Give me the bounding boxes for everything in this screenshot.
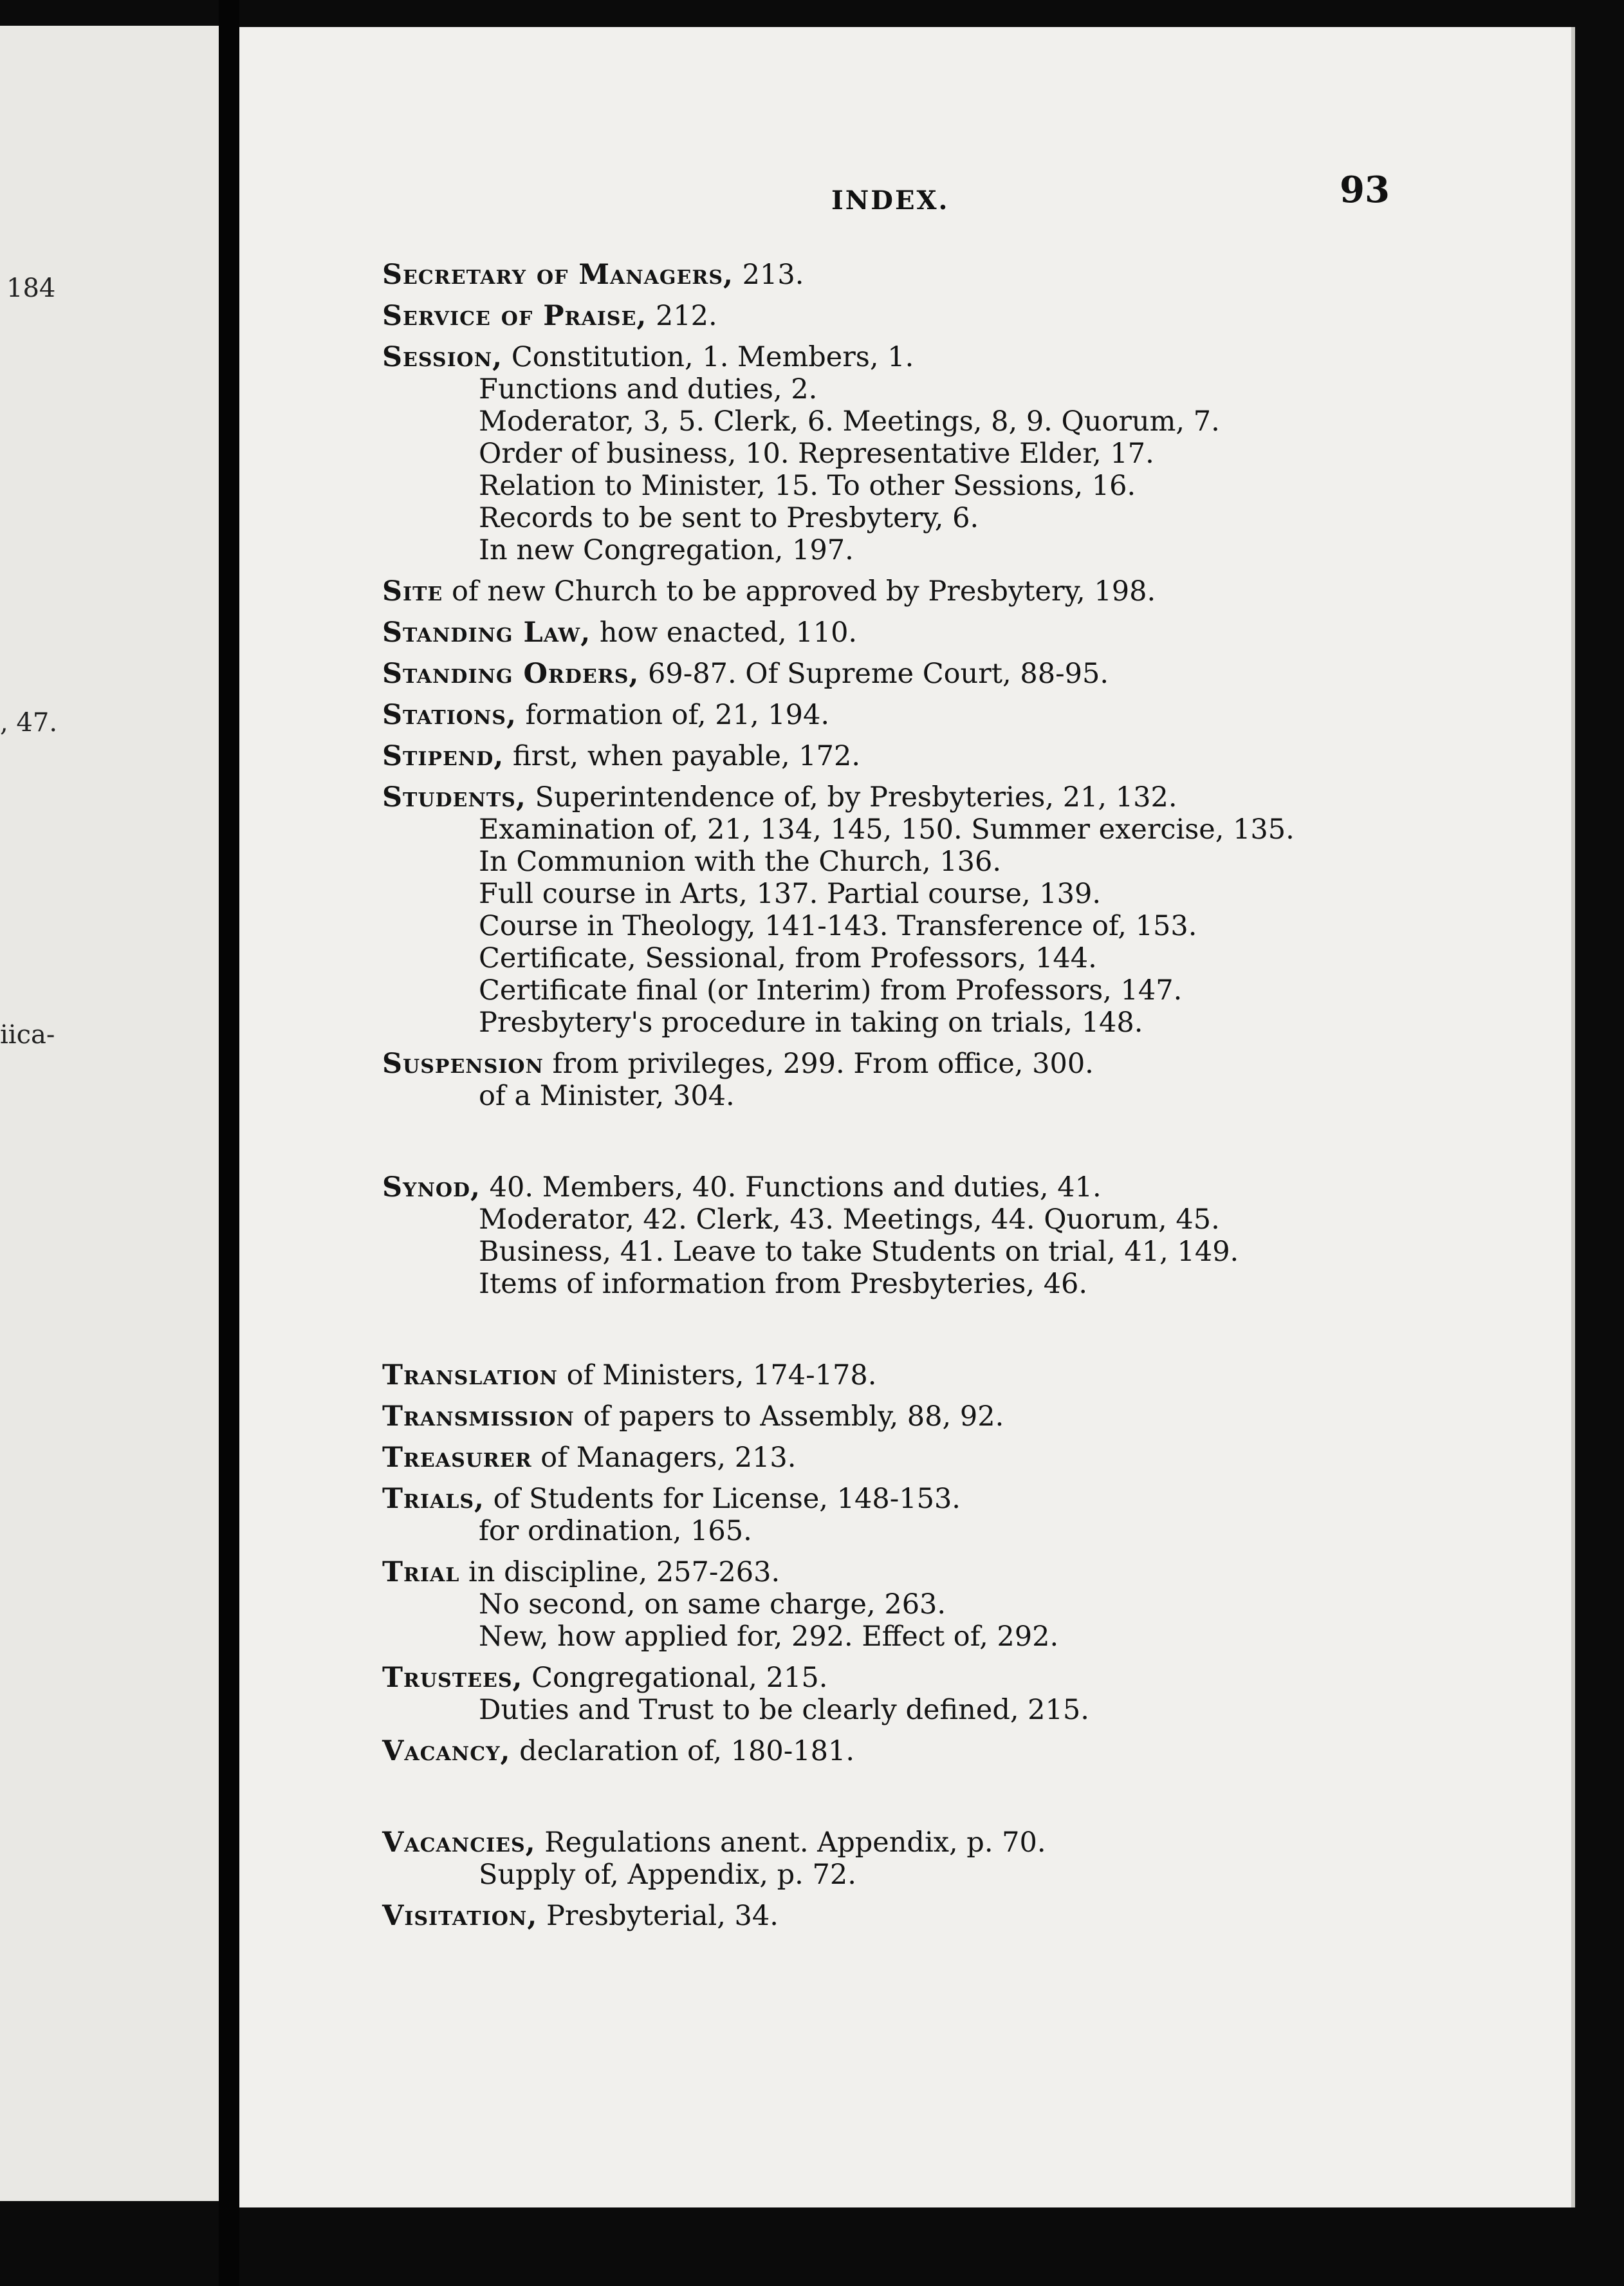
left-page-fragment: 184 bbox=[6, 274, 56, 303]
index-references: Superintendence of, by Presbyteries, 21, 132. bbox=[526, 781, 1177, 813]
index-entry-line bbox=[382, 781, 1553, 813]
index-subentry: Relation to Minister, 15. To other Sessions, 16. bbox=[479, 470, 1136, 502]
index-entry-line bbox=[382, 1900, 1553, 1932]
index-entry-line bbox=[382, 1171, 1553, 1203]
index-entry bbox=[382, 259, 1553, 291]
index-heading: Standing Law, bbox=[382, 617, 591, 649]
index-references: Presbyterial, 34. bbox=[537, 1900, 779, 1932]
index-entry bbox=[382, 1556, 1553, 1653]
index-heading: Translation bbox=[382, 1359, 558, 1391]
index-references: 212. bbox=[647, 300, 717, 332]
index-heading: Treasurer bbox=[382, 1442, 532, 1474]
index-heading: Trustees, bbox=[382, 1662, 523, 1694]
index-subentry: Records to be sent to Presbytery, 6. bbox=[479, 502, 979, 534]
index-subentry: Order of business, 10. Representative Elder, 17. bbox=[479, 438, 1154, 470]
index-entry-line bbox=[382, 617, 1553, 649]
index-entry bbox=[382, 658, 1553, 690]
index-references: of Managers, 213. bbox=[531, 1442, 797, 1474]
index-entry bbox=[382, 1171, 1553, 1300]
index-subentry: Duties and Trust to be clearly defined, 215. bbox=[479, 1694, 1089, 1726]
index-subentry: Course in Theology, 141-143. Transference of, 153. bbox=[479, 910, 1197, 942]
index-entry bbox=[382, 699, 1553, 731]
index-entry bbox=[382, 781, 1553, 1039]
index-subentry: Examination of, 21, 134, 145, 150. Summer exercise, 135. bbox=[479, 813, 1295, 846]
index-heading: Session, bbox=[382, 341, 503, 373]
index-subentry: Full course in Arts, 137. Partial course, 139. bbox=[479, 878, 1102, 910]
index-heading: Service of Praise, bbox=[382, 300, 647, 332]
index-subentry: New, how applied for, 292. Effect of, 292. bbox=[479, 1621, 1059, 1653]
index-references: first, when payable, 172. bbox=[504, 740, 861, 772]
index-entry bbox=[382, 1400, 1553, 1433]
index-references: in discipline, 257-263. bbox=[459, 1556, 780, 1588]
index-entry-line bbox=[382, 1048, 1553, 1080]
index-heading: Vacancies, bbox=[382, 1826, 536, 1859]
index-entry bbox=[382, 1900, 1553, 1932]
index-heading: Stations, bbox=[382, 699, 517, 731]
index-references: 69-87. Of Supreme Court, 88-95. bbox=[639, 658, 1109, 690]
index-references: declaration of, 180-181. bbox=[510, 1735, 855, 1767]
index-references: Congregational, 215. bbox=[522, 1662, 828, 1694]
index-entry bbox=[382, 300, 1553, 332]
left-page-fragment: iica- bbox=[0, 1020, 55, 1050]
index-subentry: of a Minister, 304. bbox=[479, 1080, 735, 1112]
index-entry bbox=[382, 1826, 1553, 1891]
index-list bbox=[382, 259, 1553, 1941]
index-entry-line bbox=[382, 1556, 1553, 1588]
index-heading: Standing Orders, bbox=[382, 658, 640, 690]
index-entry-line bbox=[382, 341, 1553, 373]
index-page bbox=[239, 27, 1575, 2207]
index-entry-line bbox=[382, 1400, 1553, 1433]
index-heading: Stipend, bbox=[382, 740, 504, 772]
index-subentry: No second, on same charge, 263. bbox=[479, 1588, 946, 1621]
index-subentry: In Communion with the Church, 136. bbox=[479, 846, 1002, 878]
index-entry bbox=[382, 617, 1553, 649]
index-references: of Students for License, 148-153. bbox=[484, 1483, 961, 1515]
index-heading: Students, bbox=[382, 781, 526, 813]
index-subentry: Certificate final (or Interim) from Professors, 147. bbox=[479, 974, 1183, 1007]
index-entry-line bbox=[382, 1662, 1553, 1694]
index-heading: Trials, bbox=[382, 1483, 484, 1515]
index-subentry: Moderator, 3, 5. Clerk, 6. Meetings, 8, 9. Quorum, 7. bbox=[479, 405, 1220, 438]
index-heading: Vacancy, bbox=[382, 1735, 511, 1767]
index-heading: Site bbox=[382, 575, 443, 608]
book-gutter bbox=[219, 0, 239, 2286]
index-references: of papers to Assembly, 88, 92. bbox=[574, 1400, 1004, 1433]
page-number: 93 bbox=[1340, 169, 1390, 211]
index-subentry: Moderator, 42. Clerk, 43. Meetings, 44. Quorum, 45. bbox=[479, 1203, 1220, 1236]
index-entry bbox=[382, 1359, 1553, 1391]
index-subentry: Functions and duties, 2. bbox=[479, 373, 818, 405]
index-references: how enacted, 110. bbox=[591, 617, 858, 649]
index-references: of Ministers, 174-178. bbox=[557, 1359, 877, 1391]
index-entry bbox=[382, 1483, 1553, 1547]
index-references: formation of, 21, 194. bbox=[516, 699, 830, 731]
index-heading: Trial bbox=[382, 1556, 460, 1588]
index-entry-line bbox=[382, 740, 1553, 772]
index-entry-line bbox=[382, 699, 1553, 731]
index-entry-line bbox=[382, 259, 1553, 291]
index-subentry: Business, 41. Leave to take Students on trial, 41, 149. bbox=[479, 1236, 1239, 1268]
index-heading: Synod, bbox=[382, 1171, 481, 1203]
index-entry-line bbox=[382, 1442, 1553, 1474]
index-entry-line bbox=[382, 300, 1553, 332]
index-subentry: Supply of, Appendix, p. 72. bbox=[479, 1859, 856, 1891]
index-references: 40. Members, 40. Functions and duties, 41. bbox=[481, 1171, 1102, 1203]
index-entry bbox=[382, 740, 1553, 772]
index-entry-line bbox=[382, 1483, 1553, 1515]
index-entry-line bbox=[382, 658, 1553, 690]
index-entry bbox=[382, 1662, 1553, 1726]
index-heading: Secretary of Managers, bbox=[382, 259, 734, 291]
index-heading: Transmission bbox=[382, 1400, 575, 1433]
index-entry-line bbox=[382, 1359, 1553, 1391]
index-references: 213. bbox=[733, 259, 804, 291]
index-entry-line bbox=[382, 1735, 1553, 1767]
index-entry bbox=[382, 1442, 1553, 1474]
index-entry bbox=[382, 575, 1553, 608]
index-subentry: Items of information from Presbyteries, 46. bbox=[479, 1268, 1088, 1300]
index-references: Regulations anent. Appendix, p. 70. bbox=[535, 1826, 1046, 1859]
page-title: INDEX. bbox=[831, 185, 950, 216]
index-subentry: In new Congregation, 197. bbox=[479, 534, 854, 566]
index-heading: Visitation, bbox=[382, 1900, 538, 1932]
index-references: of new Church to be approved by Presbytery, 198. bbox=[443, 575, 1156, 608]
index-subentry: for ordination, 165. bbox=[479, 1515, 752, 1547]
index-references: Constitution, 1. Members, 1. bbox=[503, 341, 914, 373]
index-subentry: Certificate, Sessional, from Professors, 144. bbox=[479, 942, 1097, 974]
index-entry bbox=[382, 341, 1553, 566]
index-references: from privileges, 299. From office, 300. bbox=[543, 1048, 1094, 1080]
index-subentry: Presbytery's procedure in taking on trials, 148. bbox=[479, 1007, 1143, 1039]
index-entry bbox=[382, 1735, 1553, 1767]
left-page-fragment: , 47. bbox=[0, 708, 58, 738]
index-entry-line bbox=[382, 575, 1553, 608]
index-heading: Suspension bbox=[382, 1048, 544, 1080]
left-page-edge bbox=[0, 26, 232, 2201]
index-entry-line bbox=[382, 1826, 1553, 1859]
index-entry bbox=[382, 1048, 1553, 1112]
